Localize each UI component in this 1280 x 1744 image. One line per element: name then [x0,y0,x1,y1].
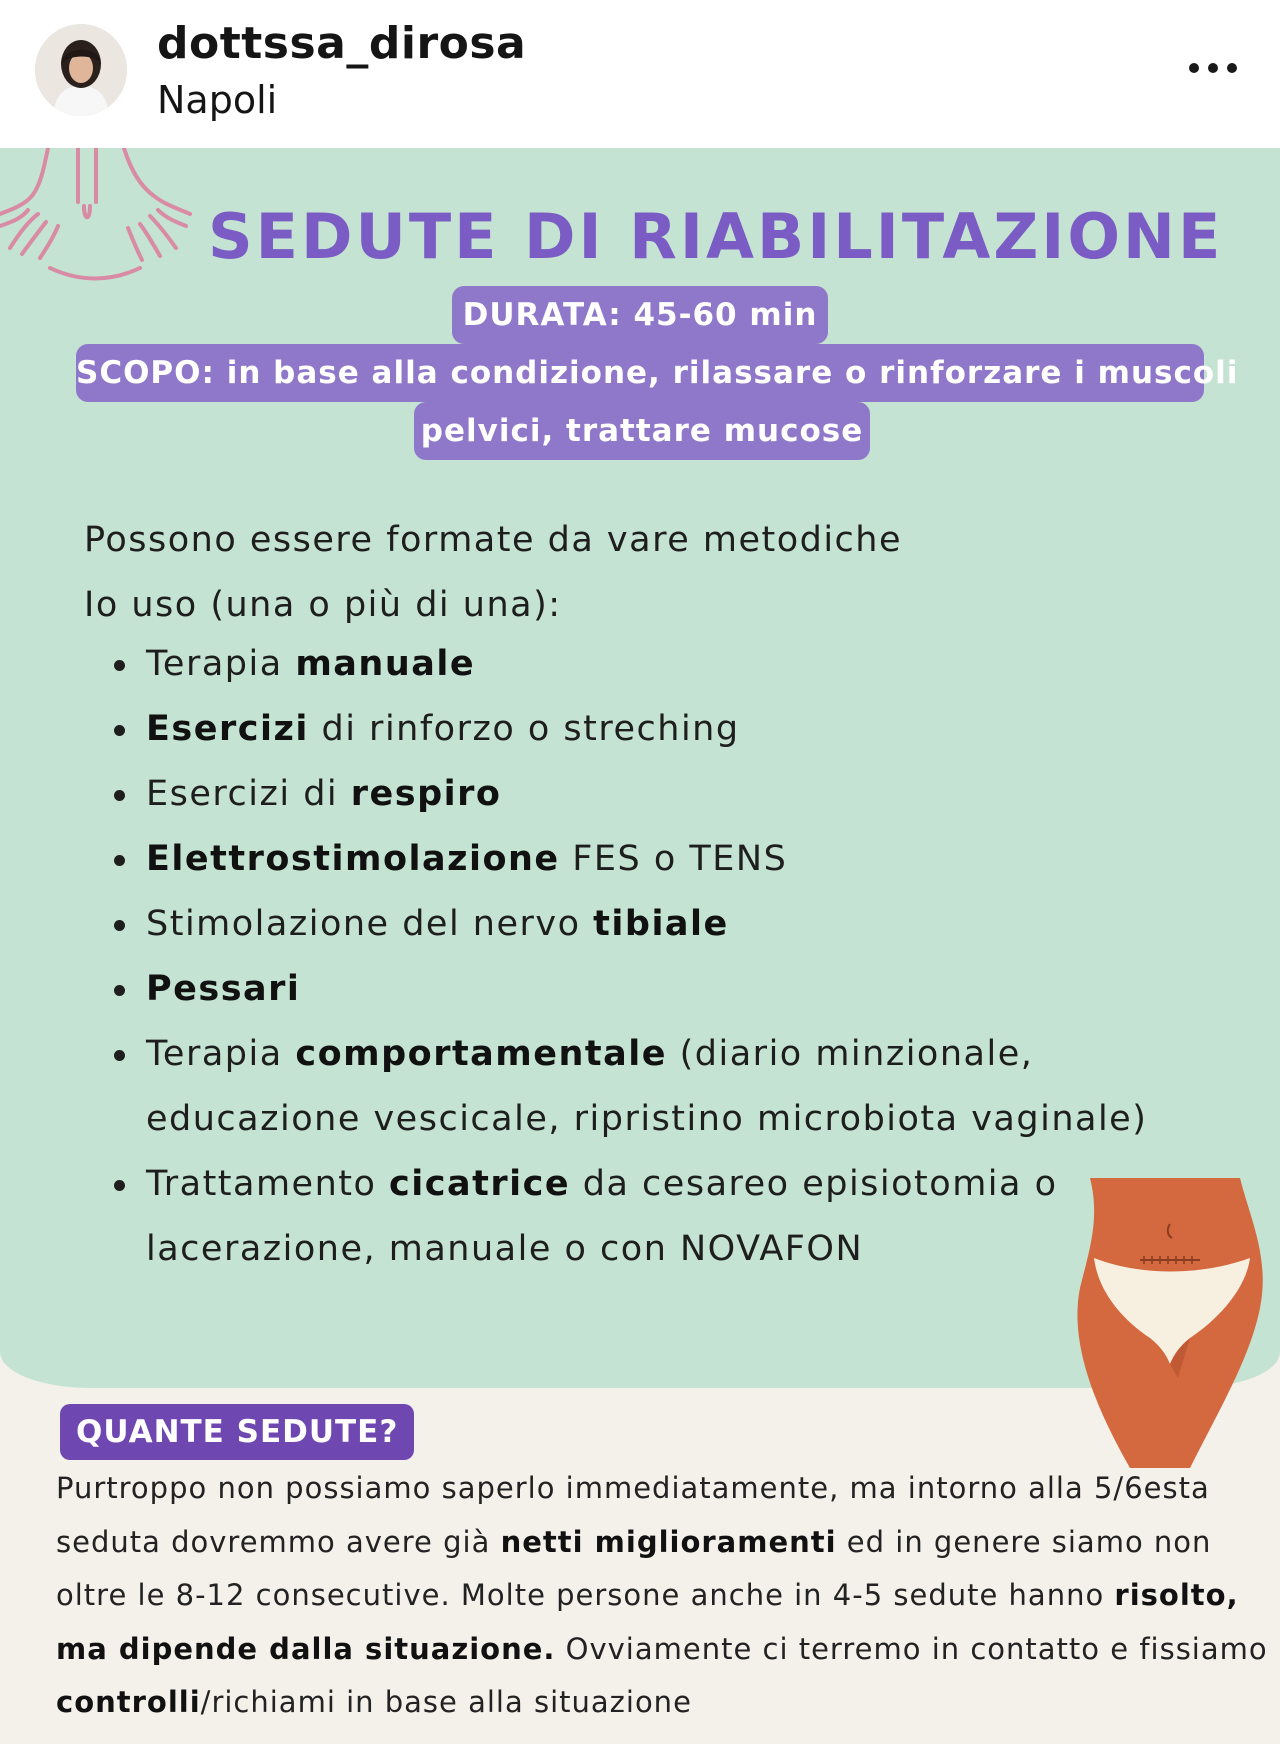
list-item: Terapia manuale [110,632,1147,697]
intro-text-line1: Possono essere formate da vare metodiche [84,520,903,560]
hands-icon [0,148,200,298]
scope-pill-line2: pelvici, trattare mucose [414,402,870,460]
quante-sedute-text: Purtroppo non possiamo saperlo immediatamente, ma intorno alla 5/6esta seduta dovremmo avere già netti miglioramenti ed in genere siamo non oltre le 8-12 consecutive. Molte persone anche in 4-5 sedute hanno risolto, ma dipende dalla situazione. Ovviamente ci terremo in contatto e fissiamo controlli/richiami in base alla situazione [56,1471,1268,1719]
more-horizontal-icon [1227,63,1237,73]
list-item: Stimolazione del nervo tibiale [110,892,1147,957]
quante-sedute-badge: QUANTE SEDUTE? [60,1404,414,1460]
belly-scar-illustration [1070,1178,1270,1478]
list-item: Elettrostimolazione FES o TENS [110,827,1147,892]
post-image[interactable] [0,148,1280,1744]
more-horizontal-icon [1189,63,1199,73]
duration-pill: DURATA: 45-60 min [452,286,828,344]
more-options-button[interactable] [1186,58,1240,78]
avatar[interactable] [35,24,127,116]
more-horizontal-icon [1208,63,1218,73]
intro-text-line2: Io uso (una o più di una): [84,585,562,625]
list-item: Terapia comportamentale (diario minzionale, educazione vescicale, ripristino microbiota vaginale) [110,1022,1147,1152]
methods-list [110,632,1147,1282]
post-header [0,0,1280,148]
page-title: SEDUTE DI RIABILITAZIONE [208,200,1224,273]
avatar-photo-icon [35,24,127,116]
location-label[interactable]: Napoli [157,78,278,122]
list-item: Pessari [110,957,1147,1022]
list-item: Trattamento cicatrice da cesareo episiotomia o lacerazione, manuale o con NOVAFON [110,1152,1147,1282]
scope-pill-line1: SCOPO: in base alla condizione, rilassare o rinforzare i muscoli [76,344,1204,402]
list-item: Esercizi di respiro [110,762,1147,827]
username[interactable]: dottssa_dirosa [157,18,527,69]
list-item: Esercizi di rinforzo o streching [110,697,1147,762]
